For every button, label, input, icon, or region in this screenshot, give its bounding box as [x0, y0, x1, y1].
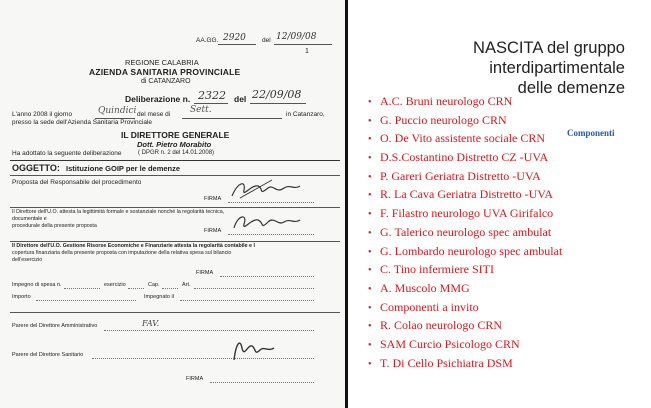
list-item: • T. Di Cello Psichiatra DSM	[368, 354, 562, 373]
bullet-icon: •	[368, 302, 372, 314]
impegnato-label: Impegnato il	[144, 294, 174, 300]
region-name: REGIONE CALABRIA	[125, 58, 199, 67]
bullet-icon: •	[368, 171, 372, 183]
gestione-text-2: copertura finanziaria della presente proposta con imputazione della relativa spesa sul bilancio	[12, 250, 232, 256]
firma-label-2: FIRMA	[204, 228, 222, 234]
delibera-label: Deliberazione n.	[125, 94, 191, 104]
parere-san-label: Parere del Direttore Sanitario	[12, 352, 84, 358]
bullet-icon: •	[368, 190, 372, 202]
aagg-date: 12/09/08	[276, 32, 317, 42]
list-item: • A. Muscolo MMG	[368, 279, 562, 298]
anno-text-b: del mese di	[137, 111, 171, 118]
signature-proposta	[228, 176, 303, 204]
firma-label-1: FIRMA	[204, 196, 222, 202]
bullet-icon: •	[368, 115, 372, 127]
aagg-del: del	[262, 37, 271, 44]
anno-month: Sett.	[190, 105, 212, 115]
slide-title-line-1: NASCITA del gruppo	[473, 39, 625, 57]
director-name: Dott. Pietro Morabito	[137, 140, 212, 149]
list-item: • G. Lombardo neurologo spec ambulat	[368, 242, 562, 261]
list-item: • O. De Vito assistente sociale CRN	[368, 129, 562, 148]
oggetto-label: OGGETTO:	[12, 163, 60, 173]
componenti-label: Componenti	[567, 128, 615, 138]
delibera-del: del	[234, 94, 247, 104]
bullet-icon: •	[368, 134, 372, 146]
list-item: • A.C. Bruni neurologo CRN	[368, 92, 562, 111]
list-item: • R. Colao neurologo CRN	[368, 316, 562, 335]
signature-direttore-amministrativo	[228, 334, 278, 364]
anno-text-c: in Catanzaro,	[286, 111, 325, 118]
anno-text-a: L'anno 2008 il giorno	[12, 111, 73, 118]
list-item: • G. Talerico neurologo spec ambulat	[368, 223, 562, 242]
delibera-date: 22/09/08	[252, 88, 302, 101]
list-item: • G. Puccio neurologo CRN	[368, 111, 562, 130]
bullet-icon: •	[368, 265, 372, 277]
list-item: • F. Filastro neurologo UVA Girifalco	[368, 204, 562, 223]
oggetto-text: Istituzione GOIP per le demenze	[66, 164, 181, 173]
director-dpgr: ( DPGR n. 2 del 14.01.2008)	[138, 150, 215, 156]
bullet-icon: •	[368, 339, 372, 351]
direttore-uo-text-1: Il Direttore dell'U.O. attesta la legittimità formale e sostanziale nonché la regolarità tecnica,	[12, 209, 225, 215]
list-item: • SAM Curcio Psicologo CRN	[368, 335, 562, 354]
firma-label-4: FIRMA	[186, 376, 204, 382]
list-item: • R. La Cava Geriatra Distretto -UVA	[368, 185, 562, 204]
bullet-icon: •	[368, 209, 372, 221]
signature-direttore-uo	[230, 210, 305, 236]
azienda-name: AZIENDA SANITARIA PROVINCIALE	[89, 67, 241, 77]
proposta-label: Proposta del Responsabile del procedimento	[12, 179, 142, 186]
delibera-number: 2322	[198, 89, 226, 102]
director-title: IL DIRETTORE GENERALE	[121, 130, 230, 140]
slide-title-line-3: delle demenze	[517, 79, 625, 97]
bullet-icon: •	[368, 246, 372, 258]
members-list	[368, 92, 562, 372]
slide-title	[395, 38, 625, 98]
list-item: • D.S.Costantino Distretto CZ -UVA	[368, 148, 562, 167]
list-item: • P. Gareri Geriatra Distretto -UVA	[368, 167, 562, 186]
anno-text-line2: presso la sede dell'Azienda Sanitaria Provinciale	[12, 119, 152, 126]
list-item: • C. Tino infermiere SITI	[368, 260, 562, 279]
gestione-text-3: dell'esercizio	[12, 257, 43, 263]
aagg-label: AA.GG.	[196, 37, 219, 44]
bullet-icon: •	[368, 153, 372, 165]
parere-amm-value: FAV.	[142, 319, 160, 328]
bullet-icon: •	[368, 227, 372, 239]
scanned-deliberation-document: AA.GG. 2920 del 12/09/08 1 REGIONE CALABRIA AZIENDA SANITARIA PROVINCIALE di CATANZARO Deliberazione n. 2322 del 22/09/08 L'anno 2008 il giorno Quindici del mese di Sett. in Catanzaro, presso la sede dell'Azienda Sanitaria Provinciale IL DIRETTORE GENERALE Dott. Pietro Morabito ( DPGR n. 2 del 14.01.2008) Ha adottato la seguente deliberazione OGGETTO: Istituzione GOIP per le demenze Proposta del Responsabile del procedimento FIRMA Il Direttore dell'U.O. attesta la legittimità formale e sostanziale nonché la regolarità tecnica, documentale e procedurale della presente proposta FIRMA Il Direttore dell'U.O. Gestione Risorse Economiche e Finanziarie attesta la regolarità contabile e l copertura finanziaria della presente proposta con imputazione della relativa spesa sul bilancio dell'esercizio FIRMA Impegno di spesa n. esercizio Cap. Art. Importo Impegnato il Parere del Direttore Amministrativo FAV. Parere del Direttore Sanitario FIRMA	[0, 0, 348, 408]
slide-title-line-2: interdipartimentale	[489, 59, 625, 77]
direttore-uo-text-3: procedurale della presente proposta	[12, 223, 97, 229]
importo-label: Importo	[12, 294, 31, 300]
bullet-icon: •	[368, 97, 372, 108]
bullet-icon: •	[368, 321, 372, 333]
azienda-city: di CATANZARO	[141, 78, 191, 85]
list-item: • Componenti a invito	[368, 298, 562, 317]
cap-label: Cap.	[148, 282, 160, 288]
adopted-text: Ha adottato la seguente deliberazione	[12, 150, 122, 157]
art-label: Art.	[182, 282, 191, 288]
aagg-value: 2920	[223, 33, 246, 43]
gestione-text-1: Il Direttore dell'U.O. Gestione Risorse Economiche e Finanziarie attesta la regolarità contabile e l	[12, 243, 255, 249]
direttore-uo-text-2: documentale e	[12, 216, 47, 222]
parere-amm-label: Parere del Direttore Amministrativo	[12, 323, 98, 329]
bullet-icon: •	[368, 283, 372, 295]
bullet-icon: •	[368, 358, 372, 370]
esercizio-label: esercizio	[104, 282, 126, 288]
impegno-label: Impegno di spesa n.	[12, 282, 62, 288]
firma-label-3: FIRMA	[196, 270, 214, 276]
anno-day: Quindici	[98, 106, 137, 116]
